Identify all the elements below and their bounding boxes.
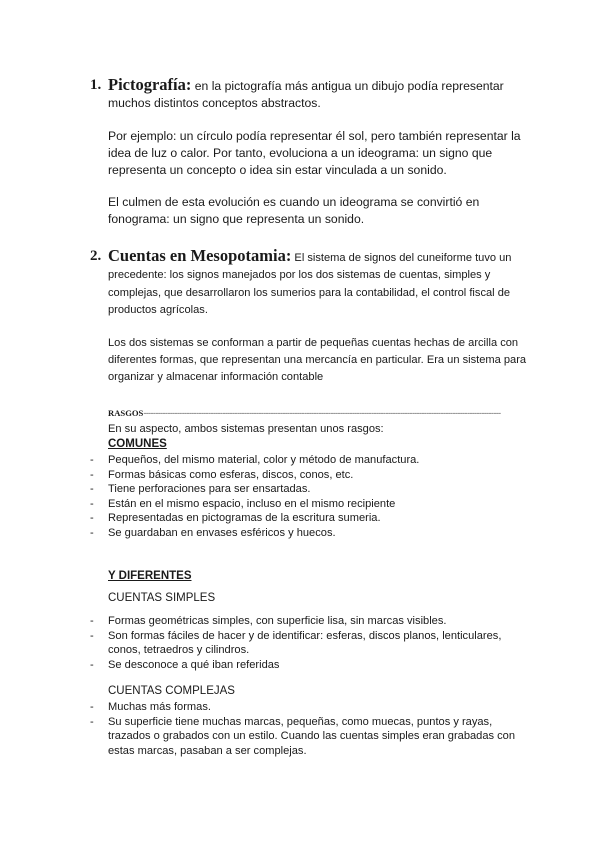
section-number: 2. <box>90 248 102 264</box>
section-lead: Cuentas en Mesopotamia: El sistema de signos del cuneiforme tuvo un precedente: los signos manejados por los dos sistemas de cuentas, simples y complejas, que desarrollaron los sumerios para la contabilidad, el control fiscal de productos agrícolas. <box>108 246 512 316</box>
rasgos-label: RASGOS <box>108 407 144 418</box>
list-item: - Tiene perforaciones para ser ensartadas. <box>90 483 311 496</box>
section-pictografia <box>90 76 530 228</box>
section-number: 1. <box>90 77 102 93</box>
cuentas-simples-list <box>90 614 530 672</box>
cuentas-complejas-list <box>90 700 530 758</box>
rasgos-dashes: ----------------------------------------------------------------------------------------------------------------------------------------------------- <box>143 407 501 418</box>
rasgos-text: En su aspecto, ambos sistemas presentan unos rasgos: <box>108 422 384 435</box>
cuentas-complejas-title: CUENTAS COMPLEJAS <box>108 685 235 697</box>
section-cuentas-mesopotamia <box>90 247 530 438</box>
list-item: - Formas básicas como esferas, discos, conos, etc. <box>90 468 354 481</box>
comunes-block <box>90 436 530 541</box>
cuentas-complejas-block <box>90 683 530 758</box>
cuentas-simples-block <box>90 590 530 672</box>
list-item: - Se guardaban en envases esféricos y huecos. <box>90 526 336 539</box>
list-item: - Pequeños, del mismo material, color y método de manufactura. <box>90 454 420 466</box>
paragraph: Los dos sistemas se conforman a partir de pequeñas cuentas hechas de arcilla con diferentes formas, que representan una mercancía en particular. Era un sistema para organizar y almacenar información contable <box>108 336 527 384</box>
paragraph: Por ejemplo: un círculo podía representar él sol, pero también representar la idea de luz o calor. Por tanto, evoluciona a un ideograma: un signo que representa un concepto o idea sin estar vinculada a un sonido. <box>108 128 521 177</box>
cuentas-simples-title: CUENTAS SIMPLES <box>108 592 216 604</box>
comunes-list <box>90 453 530 541</box>
list-item: - Están en el mismo espacio, incluso en el mismo recipiente <box>90 497 396 510</box>
diferentes-title: Y DIFERENTES <box>108 570 192 582</box>
diferentes-block <box>90 568 530 585</box>
list-item: - Se desconoce a qué iban referidas <box>90 658 280 671</box>
section-heading: Pictografía: <box>108 75 192 94</box>
list-item: - Formas geométricas simples, con superficie lisa, sin marcas visibles. <box>90 615 447 627</box>
paragraph: El culmen de esta evolución es cuando un ideograma se convirtió en fonograma: un signo que representa un sonido. <box>108 195 480 226</box>
section-lead: Pictografía: en la pictografía más antigua un dibujo podía representar muchos distintos conceptos abstractos. <box>108 75 504 110</box>
list-item: - Representadas en pictogramas de la escritura sumeria. <box>90 512 381 525</box>
rasgos-divider <box>108 406 530 421</box>
list-item: - Son formas fáciles de hacer y de identificar: esferas, discos planos, lenticulares, conos, tetraedros y cilindros. <box>90 629 502 657</box>
comunes-title: COMUNES <box>108 438 167 450</box>
list-item: - Su superficie tiene muchas marcas, pequeñas, como muecas, puntos y rayas, trazados o grabados con un estilo. Cuando las cuentas simples eran grabadas con estas marcas, pasaban a ser complejas. <box>90 715 516 757</box>
list-item: - Muchas más formas. <box>90 701 211 713</box>
section-heading: Cuentas en Mesopotamia: <box>108 246 292 265</box>
